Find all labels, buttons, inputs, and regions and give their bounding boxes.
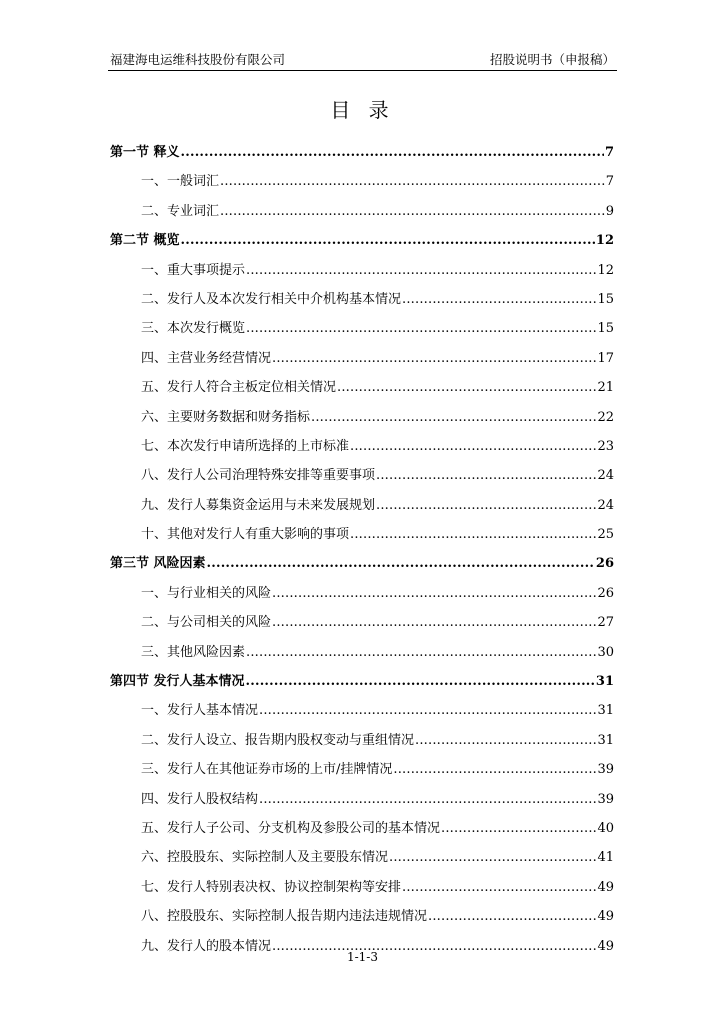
toc-entry-page-number: 7 — [604, 145, 614, 160]
toc-subsection-entry[interactable] — [110, 403, 614, 432]
toc-section-entry[interactable] — [110, 549, 614, 578]
toc-entry-label: 一、一般词汇 — [141, 174, 220, 190]
toc-entry-page-number: 21 — [597, 380, 614, 396]
toc-entry-label: 七、本次发行申请所选择的上市标准 — [141, 438, 350, 454]
toc-dot-leader — [272, 344, 596, 373]
toc-entry-page-number: 26 — [595, 556, 614, 572]
toc-subsection-entry[interactable] — [110, 814, 614, 843]
toc-entry-label: 十、其他对发行人有重大影响的事项 — [141, 527, 350, 543]
toc-entry-page-number: 15 — [597, 291, 614, 307]
toc-subsection-entry[interactable] — [110, 638, 614, 667]
toc-dot-leader — [272, 579, 596, 608]
toc-entry-page-number: 15 — [597, 321, 614, 337]
toc-dot-leader — [441, 814, 596, 843]
toc-dot-leader — [181, 138, 604, 167]
toc-entry-page-number: 24 — [597, 497, 614, 513]
toc-entry-label: 六、控股股东、实际控制人及主要股东情况 — [141, 850, 389, 866]
running-header — [108, 50, 617, 71]
toc-subsection-entry[interactable] — [110, 197, 614, 226]
toc-entry-label: 一、与行业相关的风险 — [141, 585, 272, 601]
toc-entry-label: 七、发行人特别表决权、协议控制架构等安排 — [141, 879, 402, 895]
toc-entry-page-number: 39 — [597, 762, 614, 778]
toc-dot-leader — [246, 638, 596, 667]
toc-dot-leader — [393, 755, 596, 784]
toc-entry-label: 一、重大事项提示 — [141, 262, 246, 278]
toc-subsection-entry[interactable] — [110, 579, 614, 608]
toc-entry-page-number: 30 — [597, 644, 614, 660]
toc-subsection-entry[interactable] — [110, 167, 614, 196]
toc-entry-page-number: 40 — [597, 820, 614, 836]
toc-entry-label: 二、发行人及本次发行相关中介机构基本情况 — [141, 291, 402, 307]
toc-dot-leader — [350, 520, 596, 549]
toc-subsection-entry[interactable] — [110, 902, 614, 931]
header-document-name: 招股说明书（申报稿） — [489, 52, 615, 67]
toc-subsection-entry[interactable] — [110, 491, 614, 520]
toc-section-entry[interactable] — [110, 667, 614, 696]
toc-entry-page-number: 49 — [597, 909, 614, 925]
toc-entry-page-number: 31 — [597, 703, 614, 719]
page-number: 1-1-3 — [346, 950, 378, 964]
toc-subsection-entry[interactable] — [110, 785, 614, 814]
toc-subsection-entry[interactable] — [110, 344, 614, 373]
toc-dot-leader — [376, 491, 596, 520]
toc-entry-label: 第四节 发行人基本情况 — [110, 674, 245, 690]
toc-entry-page-number: 24 — [597, 468, 614, 484]
toc-entry-page-number: 27 — [597, 615, 614, 631]
table-of-contents — [110, 138, 614, 961]
toc-dot-leader — [402, 285, 596, 314]
toc-entry-label: 八、发行人公司治理特殊安排等重要事项 — [141, 468, 376, 484]
toc-dot-leader — [415, 726, 596, 755]
toc-dot-leader — [246, 314, 596, 343]
toc-entry-page-number: 31 — [595, 674, 614, 690]
toc-entry-page-number: 23 — [597, 438, 614, 454]
toc-entry-label: 二、专业词汇 — [141, 203, 220, 219]
toc-entry-label: 五、发行人子公司、分支机构及参股公司的基本情况 — [141, 820, 441, 836]
toc-entry-label: 一、发行人基本情况 — [141, 703, 259, 719]
toc-dot-leader — [337, 373, 596, 402]
toc-entry-label: 六、主要财务数据和财务指标 — [141, 409, 311, 425]
toc-subsection-entry[interactable] — [110, 314, 614, 343]
toc-dot-leader — [220, 197, 605, 226]
toc-dot-leader — [428, 902, 596, 931]
toc-dot-leader — [259, 696, 596, 725]
toc-entry-page-number: 41 — [597, 850, 614, 866]
toc-entry-page-number: 31 — [597, 732, 614, 748]
toc-dot-leader — [389, 843, 596, 872]
toc-entry-label: 第三节 风险因素 — [110, 556, 206, 572]
toc-entry-page-number: 49 — [597, 879, 614, 895]
toc-dot-leader — [350, 432, 596, 461]
toc-entry-page-number: 22 — [597, 409, 614, 425]
toc-subsection-entry[interactable] — [110, 256, 614, 285]
toc-subsection-entry[interactable] — [110, 461, 614, 490]
toc-dot-leader — [220, 167, 605, 196]
toc-entry-page-number: 26 — [597, 585, 614, 601]
toc-subsection-entry[interactable] — [110, 285, 614, 314]
toc-entry-page-number: 12 — [597, 262, 614, 278]
toc-entry-page-number: 7 — [605, 174, 614, 190]
toc-dot-leader — [181, 226, 595, 255]
toc-subsection-entry[interactable] — [110, 608, 614, 637]
toc-subsection-entry[interactable] — [110, 843, 614, 872]
toc-dot-leader — [246, 667, 595, 696]
toc-entry-page-number: 12 — [595, 233, 614, 249]
toc-subsection-entry[interactable] — [110, 696, 614, 725]
toc-entry-label: 四、主营业务经营情况 — [141, 350, 272, 366]
toc-subsection-entry[interactable] — [110, 432, 614, 461]
toc-dot-leader — [246, 256, 596, 285]
toc-subsection-entry[interactable] — [110, 726, 614, 755]
toc-dot-leader — [259, 785, 596, 814]
toc-subsection-entry[interactable] — [110, 520, 614, 549]
toc-entry-label: 九、发行人的股本情况 — [141, 938, 272, 954]
toc-entry-label: 九、发行人募集资金运用与未来发展规划 — [141, 497, 376, 513]
toc-entry-page-number: 17 — [597, 350, 614, 366]
toc-subsection-entry[interactable] — [110, 373, 614, 402]
toc-dot-leader — [402, 873, 596, 902]
toc-entry-page-number: 25 — [597, 527, 614, 543]
toc-dot-leader — [207, 549, 595, 578]
toc-entry-label: 五、发行人符合主板定位相关情况 — [141, 380, 337, 396]
toc-entry-label: 四、发行人股权结构 — [141, 791, 259, 807]
toc-entry-page-number: 39 — [597, 791, 614, 807]
toc-entry-label: 三、本次发行概览 — [141, 321, 246, 337]
header-company-name: 福建海电运维科技股份有限公司 — [110, 52, 286, 67]
toc-entry-label: 二、发行人设立、报告期内股权变动与重组情况 — [141, 732, 415, 748]
toc-entry-label: 三、发行人在其他证券市场的上市/挂牌情况 — [141, 762, 393, 778]
toc-dot-leader — [272, 608, 596, 637]
toc-entry-label: 第一节 释义 — [110, 145, 180, 160]
toc-subsection-entry[interactable] — [110, 873, 614, 902]
toc-entry-label: 二、与公司相关的风险 — [141, 615, 272, 631]
toc-entry-label: 第二节 概览 — [110, 233, 180, 249]
toc-entry-label: 三、其他风险因素 — [141, 644, 246, 660]
toc-entry-label: 八、控股股东、实际控制人报告期内违法违规情况 — [141, 909, 428, 925]
toc-section-entry[interactable] — [110, 138, 614, 167]
toc-entry-page-number: 9 — [605, 203, 614, 219]
toc-dot-leader — [376, 461, 596, 490]
toc-subsection-entry[interactable] — [110, 755, 614, 784]
toc-entry-page-number: 49 — [597, 938, 614, 954]
toc-dot-leader — [311, 403, 596, 432]
page-title: 目 录 — [330, 98, 395, 122]
toc-section-entry[interactable] — [110, 226, 614, 255]
